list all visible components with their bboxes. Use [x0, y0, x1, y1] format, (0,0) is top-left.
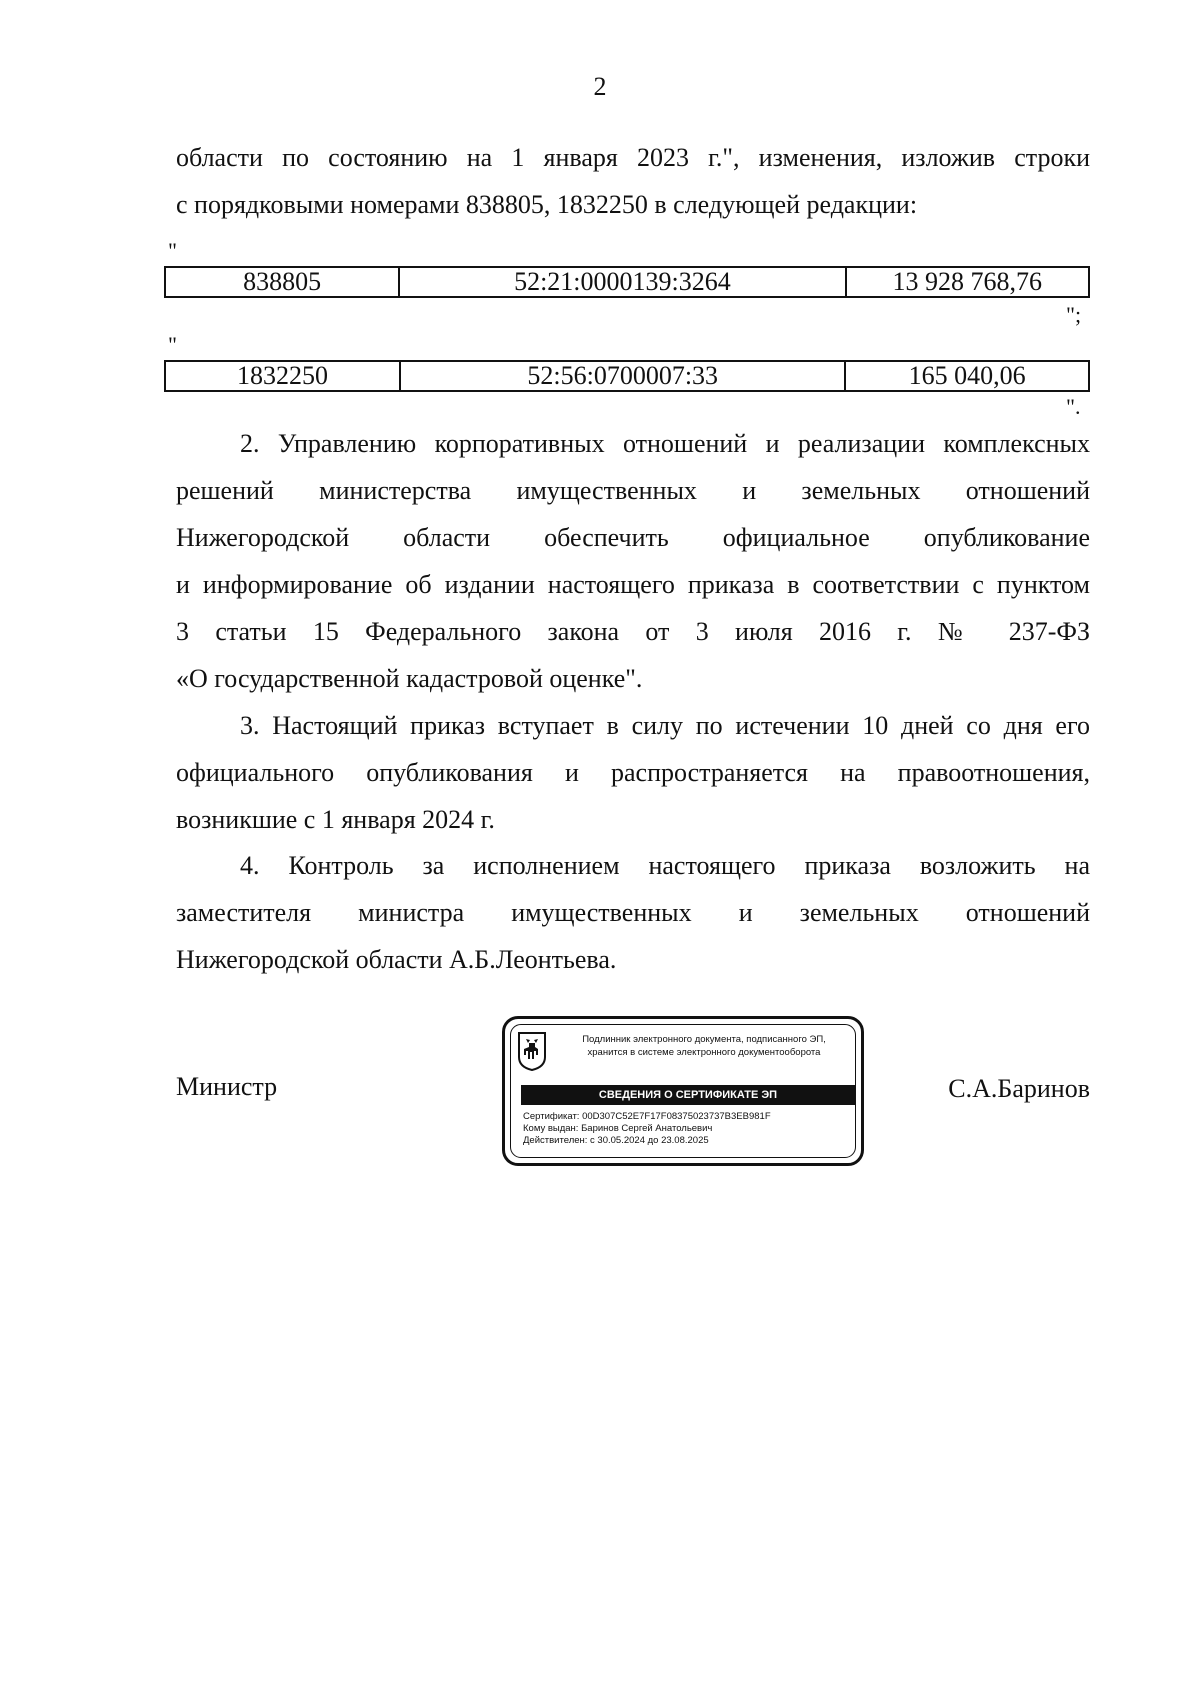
- paragraph-2: [176, 420, 1090, 702]
- paragraph-4: [176, 842, 1090, 983]
- para3-line-1: 3. Настоящий приказ вступает в силу по истечении 10 дней со дня его: [240, 711, 1090, 740]
- quote-open-2: ": [168, 332, 177, 357]
- row2-number: 1832250: [165, 361, 400, 391]
- deer-emblem-icon: [517, 1031, 547, 1071]
- stamp-certificate-bar: СВЕДЕНИЯ О СЕРТИФИКАТЕ ЭП: [521, 1085, 855, 1105]
- table-row-2: [164, 360, 1090, 392]
- stamp-header-line-1: Подлинник электронного документа, подписанного ЭП,: [582, 1034, 826, 1045]
- quote-open-1: ": [168, 238, 177, 263]
- para4-line-2: заместителя министра имущественных и земельных отношений: [176, 898, 1090, 927]
- stamp-owner-line: Кому выдан: Баринов Сергей Анатольевич: [523, 1123, 713, 1134]
- para2-line-6: «О государственной кадастровой оценке".: [176, 664, 643, 693]
- page-number: 2: [593, 72, 607, 101]
- row1-value: 13 928 768,76: [846, 267, 1089, 297]
- para4-line-3: Нижегородской области А.Б.Леонтьева.: [176, 945, 617, 974]
- stamp-certificate-line: Сертификат: 00D307C52E7F17F08375023737B3EB981F: [523, 1111, 771, 1122]
- stamp-certificate-info: [523, 1111, 853, 1147]
- intro-paragraph: [176, 134, 1090, 228]
- row2-value: 165 040,06: [845, 361, 1089, 391]
- signatory-position: Министр: [176, 1072, 278, 1101]
- intro-line-2: с порядковыми номерами 838805, 1832250 в следующей редакции:: [176, 190, 918, 219]
- row2-cadastral-number: 52:56:0700007:33: [400, 361, 845, 391]
- para2-line-4: и информирование об издании настоящего приказа в соответствии с пунктом: [176, 570, 1090, 599]
- quote-close-2: ".: [1066, 394, 1081, 419]
- electronic-signature-stamp: [502, 1016, 864, 1166]
- para2-line-3: Нижегородской области обеспечить официальное опубликование: [176, 523, 1090, 552]
- stamp-validity-line: Действителен: с 30.05.2024 до 23.08.2025: [523, 1135, 709, 1146]
- row1-number: 838805: [165, 267, 399, 297]
- para3-line-3: возникшие с 1 января 2024 г.: [176, 805, 495, 834]
- signatory-name: С.А.Баринов: [948, 1074, 1090, 1103]
- table-row-1: [164, 266, 1090, 298]
- row1-cadastral-number: 52:21:0000139:3264: [399, 267, 845, 297]
- para2-line-1: 2. Управлению корпоративных отношений и реализации комплексных: [240, 429, 1090, 458]
- para2-line-5: 3 статьи 15 Федерального закона от 3 июля 2016 г. № 237-ФЗ: [176, 617, 1090, 646]
- intro-line-1: области по состоянию на 1 января 2023 г.", изменения, изложив строки: [176, 143, 1090, 172]
- stamp-header: [555, 1033, 853, 1059]
- para4-line-1: 4. Контроль за исполнением настоящего приказа возложить на: [240, 851, 1090, 880]
- para3-line-2: официального опубликования и распространяется на правоотношения,: [176, 758, 1090, 787]
- para2-line-2: решений министерства имущественных и земельных отношений: [176, 476, 1090, 505]
- quote-close-1: ";: [1066, 302, 1082, 327]
- paragraph-3: [176, 702, 1090, 843]
- stamp-header-line-2: хранится в системе электронного документооборота: [587, 1047, 821, 1058]
